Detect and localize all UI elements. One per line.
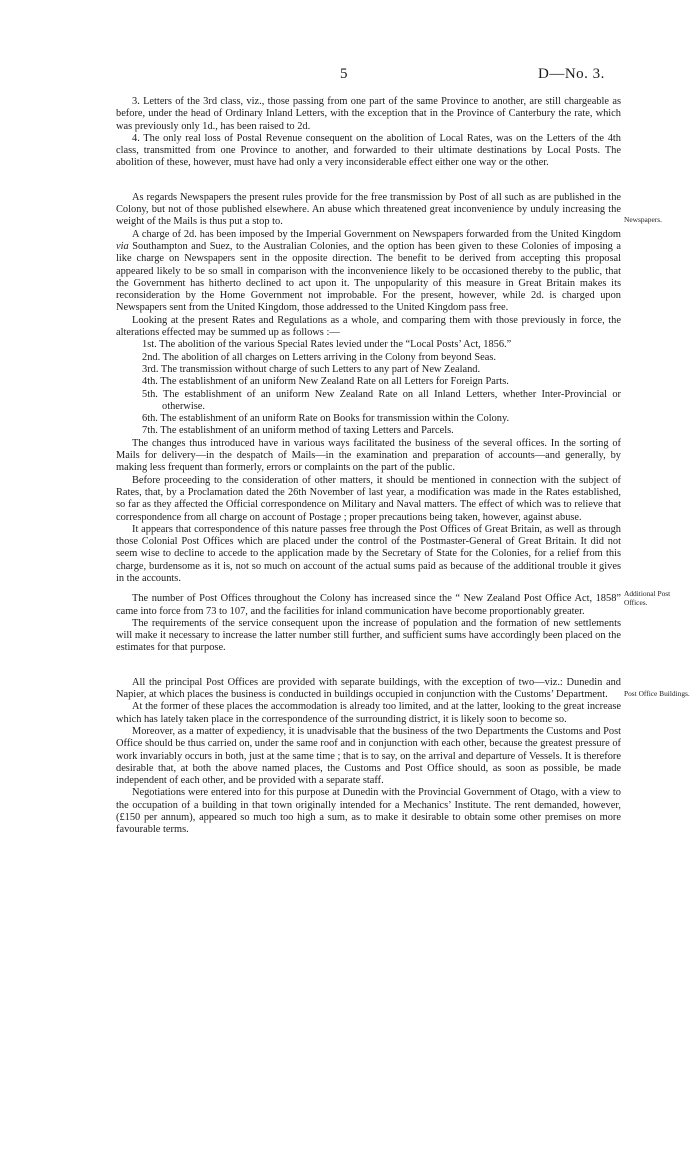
paragraph: The number of Post Offices throughout the Colony has increased since the “ New Zealand Post Office Act, 1858” came into force from 73 to 107, and the facilities for inland communication have become proportionably greater. — [116, 593, 621, 617]
list-item: 2nd. The abolition of all charges on Letters arriving in the Colony from beyond Seas. — [142, 351, 496, 363]
list-item: 5th. The establishment of an uniform New Zealand Rate on all Inland Letters, whether Inter-Provincial or otherwise. — [142, 388, 621, 412]
paragraph: 4. The only real loss of Postal Revenue consequent on the abolition of Local Rates, was on the Letters of the 4th class, transmitted from one Province to another, and forwarded to their ultimate destinations by Local Posts. The abolition of these, however, must have had only a very inconsiderable effect either one way or the other. — [116, 132, 621, 169]
body-text — [116, 96, 621, 837]
paragraph: As regards Newspapers the present rules provide for the free transmission by Post of all such as are published in the Colony, but not of those published elsewhere. An abuse which threatened great inconvenience by unduly increasing the weight of the Mails is thus put a stop to. — [116, 191, 621, 228]
margin-note-newspapers: Newspapers. — [624, 215, 662, 224]
paragraph: Looking at the present Rates and Regulations as a whole, and comparing them with those previously in force, the alterations effected may be summed up as follows :— — [116, 314, 621, 339]
paragraph: At the former of these places the accommodation is already too limited, and at the latter, looking to the great increase which has lately taken place in the correspondence of the surrounding district, it is likely soon to become so. — [116, 701, 621, 725]
paragraph: The changes thus introduced have in various ways facilitated the business of the several offices. In the sorting of Mails for delivery—in the despatch of Mails—in the examination and preparation of accounts—and generally, by making less frequent than formerly, errors or complaints on the part of the public. — [116, 437, 621, 474]
paragraph: Before proceeding to the consideration of other matters, it should be mentioned in connection with the subject of Rates, that, by a Proclamation dated the 26th November of last year, a modification was made in the Rates established, so far as they affected the Official correspondence on Military and Naval matters. The effect of which was to relieve that correspondence from all charge on account of Postage ; proper precautions being taken, however, against abuse. — [116, 474, 621, 523]
paragraph: It appears that correspondence of this nature passes free through the Post Offices of Great Britain, as well as through those Colonial Post Offices which are placed under the control of the Postmaster-General of Great Britain. It did not seem wise to decline to accede to the application made by the Secretary of State for the Colonies, for a relief from this charge, burdensome as it is, not so much on account of the actual sums paid as because of the additional trouble it gives in the accounts. — [116, 523, 621, 584]
page-number: 5 — [340, 66, 348, 82]
list-item: 6th. The establishment of an uniform Rate on Books for transmission within the Colony. — [142, 413, 510, 425]
paragraph: A charge of 2d. has been imposed by the Imperial Government on Newspapers forwarded from the United Kingdom via Southampton and Suez, to the Australian Colonies, and the option has been given to these Colonies of imposing a like charge on Newspapers sent in the opposite direction. The benefit to be derived from accepting this proposal appeared likely to be so small in comparison with the inconvenience likely to be occasioned thereby to the public, that the Government has hitherto declined to act upon it. The unpopularity of this measure in Great Britain makes its reconsideration by the Home Government not improbable. For the present, however, while 2d. is charged upon Newspapers sent from the United Kingdom, those addressed to the United Kingdom pass free. — [116, 228, 621, 314]
paragraph: Moreover, as a matter of expediency, it is unadvisable that the business of the two Departments the Customs and Post Office should be thus carried on, under the same roof and in conjunction with each other, because the greatest pressure of work invariably occurs in both, just at the same time ; that is to say, on the arrival and departure of Vessels. It is therefore desirable that, at both the above named places, the Customs and Post Office should, as soon as possible, be made independent of each other, and be provided with a separate staff. — [116, 725, 621, 787]
margin-note-post-office-buildings: Post Office Buildings. — [624, 689, 690, 698]
paragraph: The requirements of the service consequent upon the increase of population and the formation of new settlements will make it necessary to increase the latter number still further, and sufficient sums have accordingly been placed on the estimates for that purpose. — [116, 617, 621, 654]
paragraph: All the principal Post Offices are provided with separate buildings, with the exception of two—viz.: Dunedin and Napier, at which places the business is conducted in buildings occupied in conjunction with the Customs’ Department. — [116, 676, 621, 701]
margin-note-additional-post-offices: Additional Post Offices. — [624, 589, 671, 607]
document-reference: D—No. 3. — [538, 66, 605, 82]
paragraph: 3. Letters of the 3rd class, viz., those passing from one part of the same Province to another, are still chargeable as before, under the head of Ordinary Inland Letters, with the exception that in the Province of Canterbury the rate, which was previously only 1d., has been raised to 2d. — [116, 96, 621, 132]
paragraph: Negotiations were entered into for this purpose at Dunedin with the Provincial Government of Otago, with a view to the occupation of a building in that town originally intended for a Mechanics’ Institute. The rent demanded, however, (£150 per annum), appeared so much too high a sum, as to make it desirable to obtain some other premises on more favourable terms. — [116, 787, 621, 836]
list-item: 4th. The establishment of an uniform New Zealand Rate on all Letters for Foreign Parts. — [142, 376, 509, 388]
list-item: 7th. The establishment of an uniform method of taxing Letters and Parcels. — [142, 425, 454, 437]
list-item: 1st. The abolition of the various Special Rates levied under the “Local Posts’ Act, 1856.” — [142, 339, 512, 351]
list-item: 3rd. The transmission without charge of such Letters to any part of New Zealand. — [142, 363, 481, 375]
